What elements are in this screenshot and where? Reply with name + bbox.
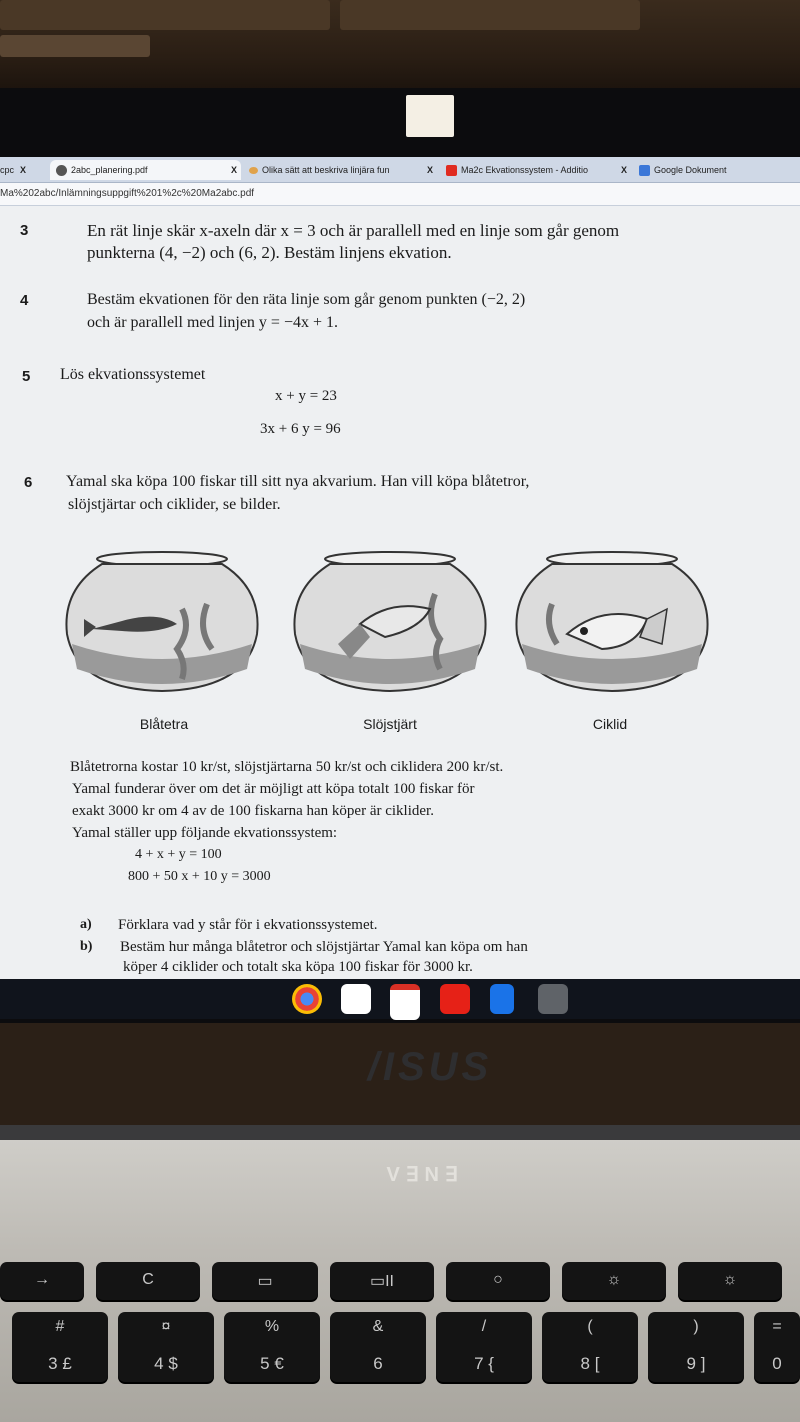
tab-close-icon[interactable]: X	[20, 165, 27, 175]
tab-label: Olika sätt att beskriva linjära fun	[262, 165, 390, 175]
key-brightness-up[interactable]	[562, 1262, 666, 1300]
key-4[interactable]	[118, 1312, 214, 1382]
key-6[interactable]	[330, 1312, 426, 1382]
youtube-icon[interactable]	[440, 984, 470, 1014]
shelf-object	[0, 35, 150, 57]
chrome-icon[interactable]	[292, 984, 322, 1014]
key-3[interactable]	[12, 1312, 108, 1382]
question-text: En rät linje skär x-axeln där x = 3 och är parallell med en linje som går genom	[87, 221, 620, 240]
subquestion-text: köper 4 ciklider och totalt ska köpa 100 fiskar för 3000 kr.	[123, 959, 473, 975]
tab-planering[interactable]	[50, 160, 241, 180]
subquestion-label: b)	[80, 939, 93, 954]
tab-label: cpc	[0, 165, 15, 175]
equation: 800 + 50 x + 10 y = 3000	[128, 869, 271, 884]
question-number: 4	[20, 292, 29, 309]
fish-caption: Slöjstjärt	[363, 716, 417, 732]
laptop-screen	[0, 157, 800, 979]
key-overview[interactable]	[330, 1262, 434, 1300]
question-text: och är parallell med linjen y = −4x + 1.	[87, 314, 338, 331]
cabinet	[0, 0, 330, 30]
asus-logo: /ISUS	[367, 1045, 493, 1089]
play-store-icon[interactable]	[341, 984, 371, 1014]
key-label: (	[587, 1318, 593, 1335]
tab-close-icon[interactable]: X	[620, 165, 627, 175]
tab-close-icon[interactable]: X	[426, 165, 433, 175]
gmail-icon[interactable]	[390, 984, 420, 1020]
tab-strip	[0, 157, 800, 183]
tab-linjara[interactable]	[243, 160, 437, 180]
key-label: 9 ]	[686, 1354, 706, 1373]
question-text: Bestäm ekvationen för den räta linje som går genom punkten (−2, 2)	[87, 291, 526, 308]
key-label: 8 [	[580, 1354, 600, 1373]
tab-cpc[interactable]	[0, 160, 42, 180]
fish-caption: Ciklid	[592, 716, 628, 732]
calculator-icon[interactable]	[538, 984, 568, 1014]
tab-label: Ma2c Ekvationssystem - Additio	[461, 165, 589, 175]
subquestion-text: Bestäm hur många blåtetror och slöjstjärtar Yamal kan köpa om han	[120, 939, 528, 955]
question-text: Lös ekvationssystemet	[60, 366, 206, 383]
pdf-page	[0, 206, 800, 979]
key-label: 3 £	[48, 1354, 72, 1373]
problem-text: Yamal ställer upp följande ekvationssystem:	[72, 825, 338, 841]
key-label: ▭II	[369, 1273, 394, 1290]
key-5[interactable]	[224, 1312, 320, 1382]
equation: 4 + x + y = 100	[135, 847, 222, 862]
fishbowl-image	[290, 549, 490, 699]
subquestion-label: a)	[80, 917, 92, 932]
fishbowl-image	[62, 549, 262, 699]
question-number: 6	[24, 474, 33, 491]
key-7[interactable]	[436, 1312, 532, 1382]
key-label: →	[34, 1271, 50, 1288]
key-label: #	[55, 1318, 65, 1335]
key-label: ☼	[722, 1271, 738, 1288]
equation: x + y = 23	[275, 388, 337, 404]
vivobook-logo: V∃N∃	[386, 1164, 464, 1186]
globe-icon	[56, 165, 67, 176]
tab-close-icon[interactable]: X	[230, 165, 237, 175]
tab-ekvationssystem[interactable]	[440, 160, 631, 180]
equation: 3x + 6 y = 96	[260, 421, 341, 437]
question-text: slöjstjärtar och ciklider, se bilder.	[68, 496, 281, 513]
question-number: 5	[22, 368, 31, 385]
key-fullscreen[interactable]	[212, 1262, 318, 1300]
docs-icon	[639, 165, 650, 176]
tab-google-dokument[interactable]	[633, 160, 800, 180]
key-label: ▭	[257, 1273, 273, 1290]
url-text: Ma%202abc/Inlämningsuppgift%201%2c%20Ma2abc.pdf	[0, 188, 255, 199]
subquestion-text: Förklara vad y står för i ekvationssystemet.	[118, 917, 378, 933]
key-label: 0	[772, 1354, 782, 1373]
link-icon	[249, 167, 258, 174]
key-label: %	[264, 1318, 280, 1335]
problem-text: Yamal funderar över om det är möjligt att köpa totalt 100 fiskar för	[72, 781, 475, 797]
tab-label: Google Dokument	[654, 165, 727, 175]
webcam-cover	[406, 95, 454, 137]
key-9[interactable]	[648, 1312, 744, 1382]
key-label: 4 $	[154, 1354, 178, 1373]
youtube-icon	[446, 165, 457, 176]
key-refresh[interactable]	[96, 1262, 200, 1300]
address-bar[interactable]	[0, 183, 800, 206]
key-label: ☼	[606, 1271, 622, 1288]
key-label: &	[372, 1318, 384, 1335]
key-label: 7 {	[474, 1354, 494, 1373]
key-label: 5 €	[260, 1354, 284, 1373]
key-brightness-down[interactable]	[446, 1262, 550, 1300]
question-text: punkterna (4, −2) och (6, 2). Bestäm linjens ekvation.	[87, 243, 452, 262]
key-arrow[interactable]	[0, 1262, 84, 1300]
background-wall	[0, 0, 800, 95]
key-label: /	[481, 1318, 487, 1335]
cabinet	[340, 0, 640, 30]
problem-text: Blåtetrorna kostar 10 kr/st, slöjstjärtarna 50 kr/st och ciklidera 200 kr/st.	[70, 759, 504, 775]
tab-label: 2abc_planering.pdf	[71, 165, 148, 175]
key-label: )	[693, 1318, 699, 1335]
key-8[interactable]	[542, 1312, 638, 1382]
fishbowl-image	[512, 549, 712, 699]
fish-caption: Blåtetra	[139, 716, 189, 732]
key-label: ¤	[161, 1318, 171, 1335]
problem-text: exakt 3000 kr om 4 av de 100 fiskarna han köper är ciklider.	[72, 803, 434, 819]
key-label: =	[772, 1318, 782, 1335]
key-label: C	[142, 1271, 154, 1288]
key-mute[interactable]	[678, 1262, 782, 1300]
key-label: ○	[493, 1271, 503, 1288]
files-icon[interactable]	[490, 984, 514, 1014]
key-label: 6	[373, 1354, 383, 1373]
app-shelf	[0, 979, 800, 1019]
key-0[interactable]	[754, 1312, 800, 1382]
question-number: 3	[20, 222, 29, 239]
question-text: Yamal ska köpa 100 fiskar till sitt nya akvarium. Han vill köpa blåtetror,	[66, 473, 530, 490]
